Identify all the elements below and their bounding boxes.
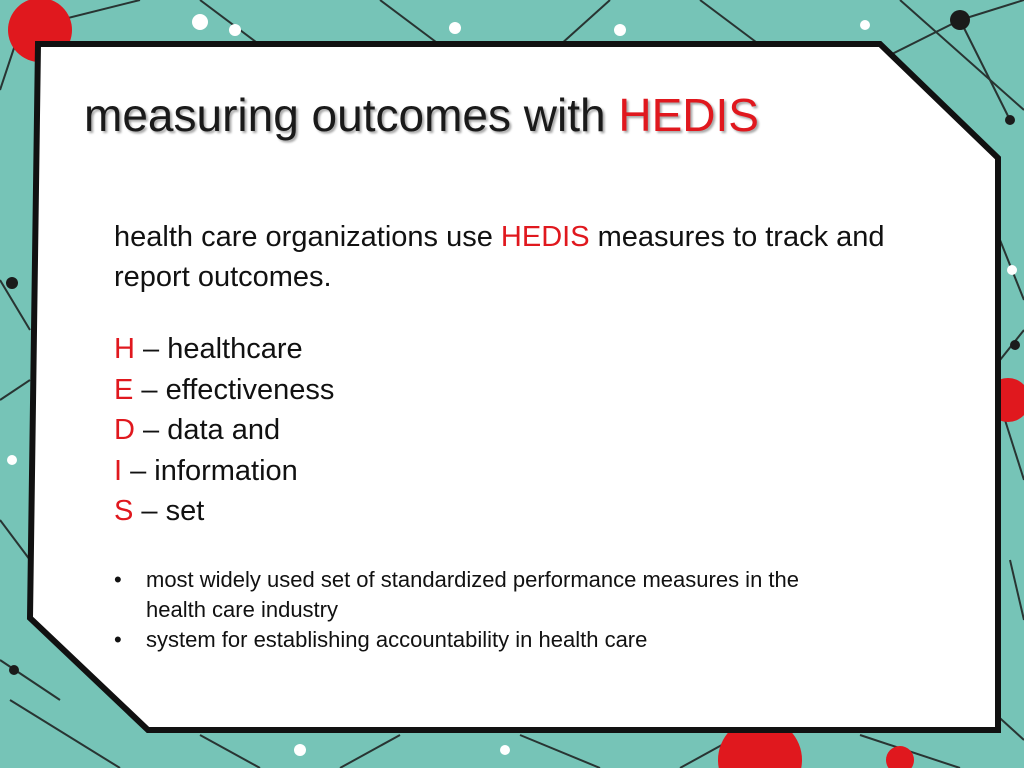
acronym-meaning: – information [130, 454, 298, 487]
acronym-meaning: – healthcare [143, 333, 303, 365]
intro-highlight: HEDIS [500, 221, 590, 253]
slide-title [84, 88, 759, 142]
acronym-meaning: – set [141, 495, 205, 527]
acronym-letter: I [114, 454, 123, 487]
acronym-item [114, 410, 334, 451]
acronym-letter: E [114, 373, 134, 406]
acronym-meaning: – data and [143, 414, 281, 446]
acronym-item [114, 451, 334, 492]
intro-text-after: measures to track and report outcomes. [114, 221, 885, 293]
bullet-item [114, 625, 834, 655]
acronym-letter: D [114, 414, 135, 446]
bullet-list [114, 565, 834, 655]
intro-paragraph [114, 217, 904, 297]
bullet-text: most widely used set of standardized performance measures in the health care industry [146, 567, 799, 622]
slide-title-text: measuring outcomes with [84, 89, 606, 141]
bullet-marker: • [114, 627, 122, 652]
acronym-letter: H [114, 333, 135, 365]
bullet-marker: • [114, 567, 122, 592]
acronym-list [114, 329, 334, 532]
acronym-item [114, 491, 334, 532]
acronym-letter: S [114, 495, 134, 527]
bullet-item [114, 565, 834, 625]
acronym-item [114, 329, 334, 370]
intro-text-before: health care organizations use [114, 221, 493, 253]
slide-title-highlight: HEDIS [618, 89, 759, 141]
acronym-meaning: – effectiveness [141, 373, 335, 406]
acronym-item [114, 370, 334, 411]
bullet-text: system for establishing accountability in health care [146, 627, 648, 652]
